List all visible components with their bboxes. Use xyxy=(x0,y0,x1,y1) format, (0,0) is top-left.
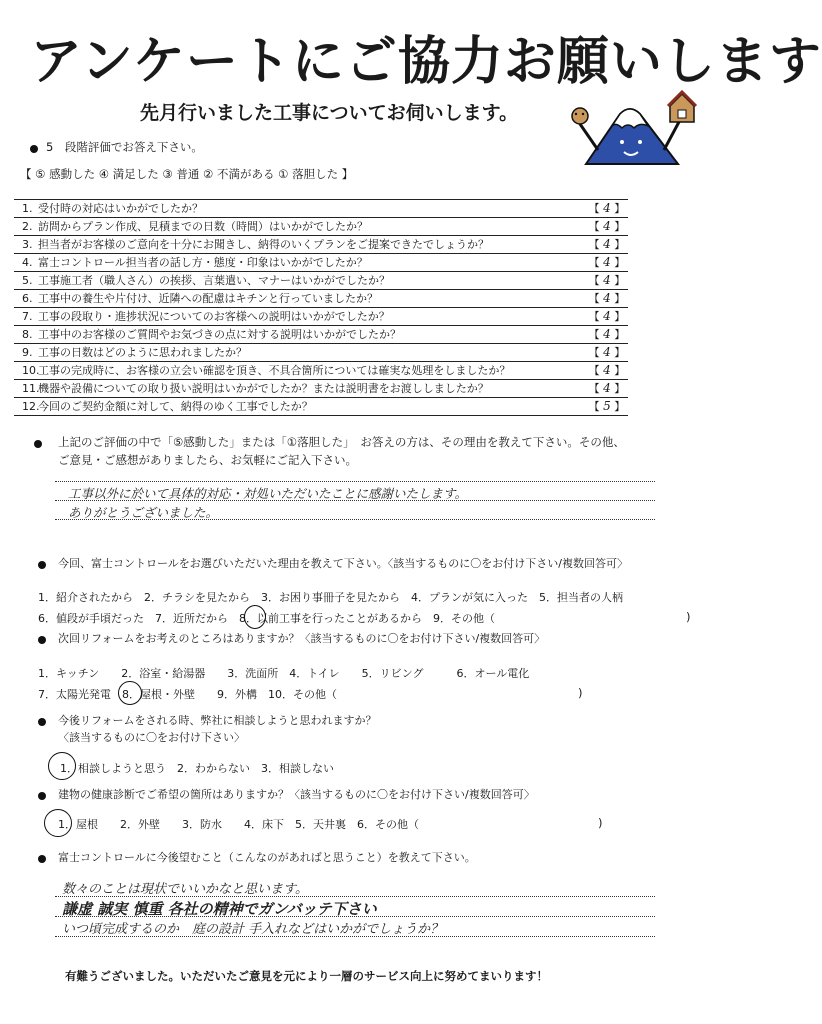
question-number: 4. xyxy=(22,256,33,269)
comments-prompt-line1: 上記のご評価の中で「⑤感動した」または「①落胆した」 お答えの方は、その理由を教えて下さい。その他、 xyxy=(58,435,625,449)
reason-options-line1[interactable]: 1．紹介されたから 2．チラシを見たから 3．お困り事冊子を見たから 4．プランが気に入った 5．担当者の人柄 xyxy=(38,591,623,604)
question-text: 工事中の養生や片付け、近隣への配慮はキチンと行っていましたか？ xyxy=(38,292,379,305)
question-number: 6. xyxy=(22,292,33,305)
question-text: 工事の完成時に、お客様の立会い確認を頂き、不具合箇所については確実な処理をしましたか？ xyxy=(38,364,511,377)
wishes-answer-line2[interactable]: 謙虚 誠実 慎重 各社の精神でガンバッテ下さい xyxy=(62,900,377,918)
bullet-icon xyxy=(38,718,46,726)
score-field[interactable]: 【 4 】 xyxy=(588,201,626,215)
wishes-question: 富士コントロールに今後望むこと（こんなのがあればと思うこと）を教えて下さい。 xyxy=(58,851,476,864)
question-row-7 xyxy=(14,308,628,326)
question-row-10 xyxy=(14,362,628,380)
question-row-3 xyxy=(14,236,628,254)
question-number: 12. xyxy=(22,400,40,413)
question-number: 3. xyxy=(22,238,33,251)
question-row-2 xyxy=(14,218,628,236)
question-row-1 xyxy=(14,199,628,218)
score-value: 4 xyxy=(603,327,611,341)
question-row-8 xyxy=(14,326,628,344)
rating-instructions: 5 段階評価でお答え下さい。 xyxy=(46,140,203,154)
comments-prompt-line2: ご意見・ご感想がありましたら、お気軽にご記入下さい。 xyxy=(58,453,357,467)
bullet-icon xyxy=(38,636,46,644)
question-text: 受付時の対応はいかがでしたか？ xyxy=(38,202,203,215)
score-value: 4 xyxy=(603,255,611,269)
inspection-question: 建物の健康診断でご希望の箇所はありますか？〈該当するものに〇をお付け下さい/複数回答可〉 xyxy=(58,788,535,801)
inspection-other-close: ) xyxy=(598,816,603,830)
score-field[interactable]: 【 4 】 xyxy=(588,363,626,377)
score-value: 4 xyxy=(603,237,611,251)
bullet-icon xyxy=(34,440,42,448)
reason-options-line2[interactable]: 6．値段が手頃だった 7．近所だから 8．以前工事を行ったことがあるから 9．その他（ xyxy=(38,612,495,625)
bullet-icon xyxy=(30,145,38,153)
wishes-answer-line1[interactable]: 数々のことは現状でいいかなと思います。 xyxy=(62,882,308,897)
questions-table xyxy=(14,199,628,416)
score-value: 4 xyxy=(603,219,611,233)
question-text: 機器や設備についての取り扱い説明はいかがでしたか？または説明書をお渡ししましたか？ xyxy=(38,382,489,395)
question-text: 工事中のお客様のご質問やお気づきの点に対する説明はいかがでしたか？ xyxy=(38,328,401,341)
mascot-mountain-illustration xyxy=(568,84,698,172)
selection-circle-mark xyxy=(48,752,76,780)
next-reform-other-close: ) xyxy=(578,686,583,700)
answer-line xyxy=(55,481,655,482)
next-reform-options-line1[interactable]: 1．キッチン 2．浴室・給湯器 3．洗面所 4．トイレ 5．リビング 6．オール電化 xyxy=(38,667,530,680)
wishes-answer-line3[interactable]: いつ頃完成するのか 庭の設計 手入れなどはいかがでしょうか？ xyxy=(62,922,444,937)
question-text: 富士コントロール担当者の話し方・態度・印象はいかがでしたか？ xyxy=(38,256,368,269)
closing-message: 有難うございました。いただいたご意見を元により一層のサービス向上に努めてまいります！ xyxy=(65,969,548,983)
score-value: 5 xyxy=(603,399,611,413)
question-number: 10. xyxy=(22,364,40,377)
question-number: 2. xyxy=(22,220,33,233)
question-number: 11. xyxy=(22,382,40,395)
score-value: 4 xyxy=(603,345,611,359)
rating-legend: 【 ⑤ 感動した ④ 満足した ③ 普通 ② 不満がある ① 落胆した 】 xyxy=(20,167,354,181)
consult-question: 今後リフォームをされる時、弊社に相談しようと思われますか？ xyxy=(58,714,377,727)
score-value: 4 xyxy=(603,273,611,287)
score-value: 4 xyxy=(603,291,611,305)
question-row-9 xyxy=(14,344,628,362)
question-number: 5. xyxy=(22,274,33,287)
score-field[interactable]: 【 4 】 xyxy=(588,237,626,251)
score-value: 4 xyxy=(603,309,611,323)
selection-circle-mark xyxy=(44,809,72,837)
score-field[interactable]: 【 4 】 xyxy=(588,291,626,305)
question-text: 今回のご契約金額に対して、納得のゆく工事でしたか？ xyxy=(38,400,313,413)
bullet-icon xyxy=(38,792,46,800)
score-value: 4 xyxy=(603,363,611,377)
question-row-6 xyxy=(14,290,628,308)
score-field[interactable]: 【 4 】 xyxy=(588,273,626,287)
question-text: 工事の段取り・進捗状況についてのお客様への説明はいかがでしたか？ xyxy=(38,310,390,323)
next-reform-options-line2[interactable]: 7．太陽光発電 8．屋根・外壁 9．外構 10．その他（ xyxy=(38,688,337,701)
next-reform-question: 次回リフォームをお考えのところはありますか？〈該当するものに〇をお付け下さい/複数回答可〉 xyxy=(58,632,546,645)
reason-other-close: ) xyxy=(686,610,691,624)
question-text: 工事施工者（職人さん）の挨拶、言葉遣い、マナーはいかがでしたか？ xyxy=(38,274,390,287)
selection-circle-mark xyxy=(118,681,142,705)
question-row-12 xyxy=(14,398,628,416)
inspection-options[interactable]: 1．屋根 2．外壁 3．防水 4．床下 5．天井裏 6．その他（ xyxy=(58,818,419,831)
score-field[interactable]: 【 4 】 xyxy=(588,327,626,341)
score-value: 4 xyxy=(603,381,611,395)
question-text: 担当者がお客様のご意向を十分にお聞きし、納得のいくプランをご提案できたでしょうか？ xyxy=(38,238,489,251)
question-number: 9. xyxy=(22,346,33,359)
consult-note: 〈該当するものに〇をお付け下さい〉 xyxy=(58,731,245,744)
question-number: 1. xyxy=(22,202,33,215)
score-value: 4 xyxy=(603,201,611,215)
consult-options[interactable]: 1．相談しようと思う 2．わからない 3．相談しない xyxy=(60,762,334,775)
score-field[interactable]: 【 4 】 xyxy=(588,219,626,233)
page-title: アンケートにご協力お願いします xyxy=(30,32,822,92)
bullet-icon xyxy=(38,561,46,569)
question-number: 7. xyxy=(22,310,33,323)
comments-answer-line2[interactable]: ありがとうございました。 xyxy=(68,505,219,520)
question-row-4 xyxy=(14,254,628,272)
score-field[interactable]: 【 4 】 xyxy=(588,255,626,269)
score-field[interactable]: 【 4 】 xyxy=(588,309,626,323)
score-field[interactable]: 【 4 】 xyxy=(588,345,626,359)
reason-question: 今回、富士コントロールをお選びいただいた理由を教えて下さい。〈該当するものに〇をお付け下さい/複数回答可〉 xyxy=(58,557,628,570)
comments-answer-line1[interactable]: 工事以外に於いて具体的対応・対処いただいたことに感謝いたします。 xyxy=(68,486,468,501)
question-number: 8. xyxy=(22,328,33,341)
question-row-5 xyxy=(14,272,628,290)
question-text: 訪問からプラン作成、見積までの日数（時間）はいかがでしたか？ xyxy=(38,220,368,233)
score-field[interactable]: 【 5 】 xyxy=(588,399,626,413)
page-subtitle: 先月行いました工事についてお伺いします。 xyxy=(140,102,519,124)
question-text: 工事の日数はどのように思われましたか？ xyxy=(38,346,247,359)
selection-circle-mark xyxy=(244,605,266,629)
question-row-11 xyxy=(14,380,628,398)
score-field[interactable]: 【 4 】 xyxy=(588,381,626,395)
bullet-icon xyxy=(38,855,46,863)
